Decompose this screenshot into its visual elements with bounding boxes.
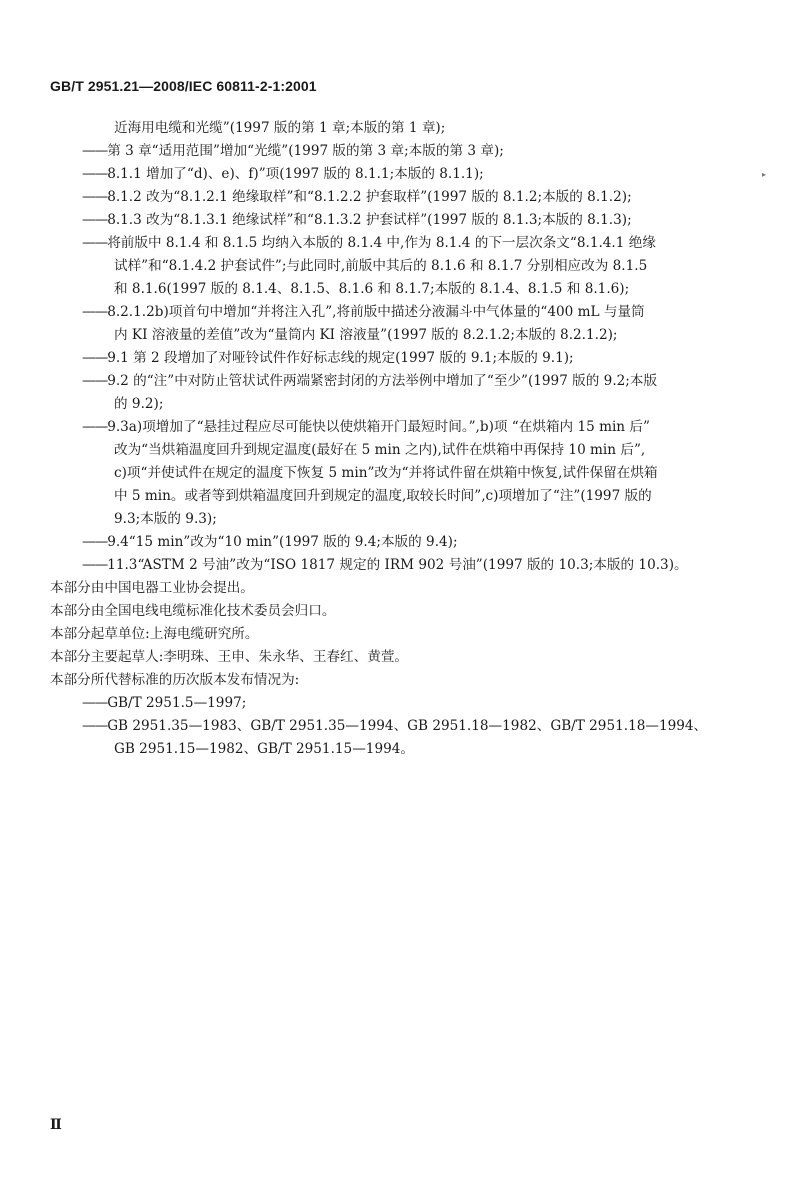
document-body xyxy=(50,117,746,761)
list-item: —— 9.1 第 2 段增加了对哑铃试件作好标志线的规定(1997 版的 9.1;本版的 9.1); xyxy=(50,347,746,370)
list-item-continuation: 试样”和“8.1.4.2 护套试件”;与此同时,前版中其后的 8.1.6 和 8.1.7 分别相应改为 8.1.5 xyxy=(114,258,648,274)
list-item-continuation: 中 5 min。或者等到烘箱温度回升到规定的温度,取较长时间”,c)项增加了“注”(1997 版的 xyxy=(114,488,652,504)
list-item: —— 9.4“15 min”改为“10 min”(1997 版的 9.4;本版的 9.4); xyxy=(50,531,746,554)
list-item: —— 8.1.1 增加了“d)、e)、f)”项(1997 版的 8.1.1;本版的 8.1.1); xyxy=(50,163,746,186)
paragraph: 本部分起草单位:上海电缆研究所。 xyxy=(50,626,259,642)
list-item-continuation: 和 8.1.6(1997 版的 8.1.4、8.1.5、8.1.6 和 8.1.7;本版的 8.1.4、8.1.5 和 8.1.6); xyxy=(114,281,630,297)
paragraph: 本部分所代替标准的历次版本发布情况为: xyxy=(50,672,300,688)
list-item-continuation: GB 2951.15—1982、GB/T 2951.15—1994。 xyxy=(114,741,414,757)
list-item: —— 8.1.3 改为“8.1.3.1 绝缘试样”和“8.1.3.2 护套试样”(1997 版的 8.1.3;本版的 8.1.3); xyxy=(50,209,746,232)
list-item-continuation: 内 KI 溶液量的差值”改为“量筒内 KI 溶液量”(1997 版的 8.2.1.2;本版的 8.2.1.2); xyxy=(114,327,618,343)
list-item-continuation: 9.3;本版的 9.3); xyxy=(114,511,217,527)
list-item: —— 将前版中 8.1.4 和 8.1.5 均纳入本版的 8.1.4 中,作为 8.1.4 的下一层次条文“8.1.4.1 绝缘 xyxy=(50,232,746,255)
list-item: —— 第 3 章“适用范围”增加“光缆”(1997 版的第 3 章;本版的第 3 章); xyxy=(50,140,746,163)
paragraph: 本部分由中国电器工业协会提出。 xyxy=(50,580,254,596)
list-item: —— 11.3“ASTM 2 号油”改为“ISO 1817 规定的 IRM 902 号油”(1997 版的 10.3;本版的 10.3)。 xyxy=(50,554,746,577)
list-item: —— 9.3a)项增加了“悬挂过程应尽可能快以使烘箱开门最短时间。”,b)项 “在烘箱内 15 min 后” xyxy=(50,416,746,439)
paragraph: 本部分由全国电线电缆标准化技术委员会归口。 xyxy=(50,603,336,619)
paragraph: 本部分主要起草人:李明珠、王申、朱永华、王春红、黄萱。 xyxy=(50,649,409,665)
scan-mark: ▸ xyxy=(762,170,767,179)
standard-number-header: GB/T 2951.21—2008/IEC 60811-2-1:2001 xyxy=(50,78,317,94)
list-item-continuation: 的 9.2); xyxy=(114,396,164,412)
list-item: —— 9.2 的“注”中对防止管状试件两端紧密封闭的方法举例中增加了“至少”(1997 版的 9.2;本版 xyxy=(50,370,746,393)
list-item-continuation: 近海用电缆和光缆”(1997 版的第 1 章;本版的第 1 章); xyxy=(114,120,446,136)
list-item-continuation: c)项“并使试件在规定的温度下恢复 5 min”改为“并将试件留在烘箱中恢复,试件保留在烘箱 xyxy=(114,465,658,481)
list-item-continuation: 改为“当烘箱温度回升到规定温度(最好在 5 min 之内),试件在烘箱中再保持 10 min 后”, xyxy=(114,442,646,458)
list-item: —— 8.2.1.2b)项首句中增加“并将注入孔”,将前版中描述分液漏斗中气体量的“400 mL 与量筒 xyxy=(50,301,746,324)
list-item: —— GB/T 2951.5—1997; xyxy=(50,692,746,715)
page-number: Ⅱ xyxy=(50,1117,62,1133)
list-item: —— GB 2951.35—1983、GB/T 2951.35—1994、GB 2951.18—1982、GB/T 2951.18—1994、 xyxy=(50,715,746,738)
list-item: —— 8.1.2 改为“8.1.2.1 绝缘取样”和“8.1.2.2 护套取样”(1997 版的 8.1.2;本版的 8.1.2); xyxy=(50,186,746,209)
